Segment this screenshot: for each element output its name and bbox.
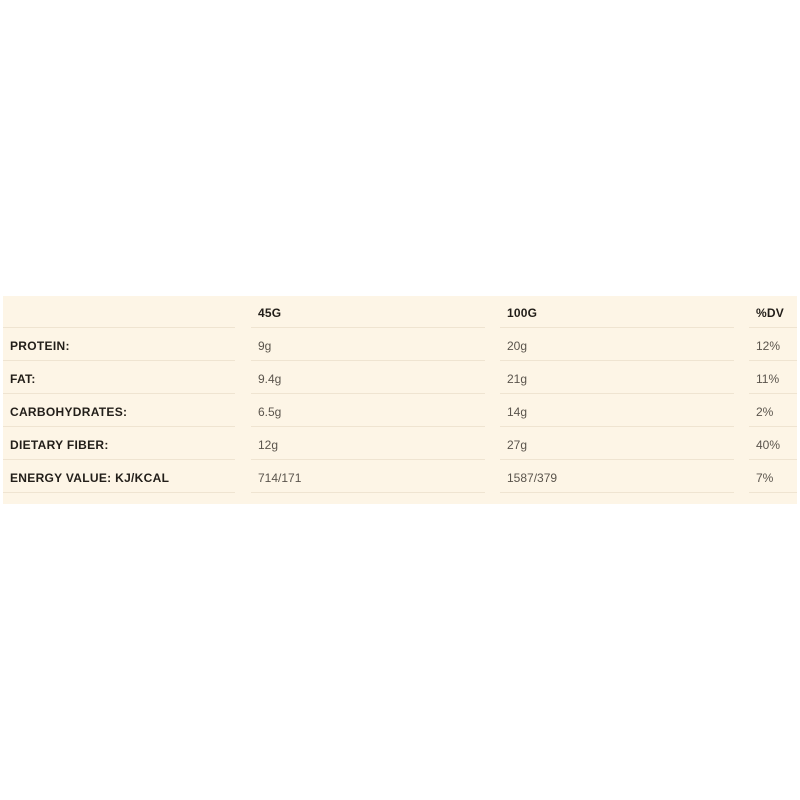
value-100g: 14g	[500, 395, 734, 427]
value-dv: 12%	[749, 329, 797, 361]
nutrition-panel	[3, 296, 797, 504]
value-45g: 714/171	[251, 461, 485, 493]
table-row-carbohydrates	[3, 395, 797, 428]
value-dv: 2%	[749, 395, 797, 427]
value-45g: 9g	[251, 329, 485, 361]
value-45g: 12g	[251, 428, 485, 460]
row-label: CARBOHYDRATES:	[3, 395, 235, 427]
value-45g: 9.4g	[251, 362, 485, 394]
header-dv: %DV	[749, 296, 797, 328]
value-100g: 21g	[500, 362, 734, 394]
row-label: DIETARY FIBER:	[3, 428, 235, 460]
value-100g: 1587/379	[500, 461, 734, 493]
row-label: ENERGY VALUE: KJ/KCAL	[3, 461, 235, 493]
value-45g: 6.5g	[251, 395, 485, 427]
row-label: PROTEIN:	[3, 329, 235, 361]
table-row-dietary-fiber	[3, 428, 797, 461]
value-dv: 7%	[749, 461, 797, 493]
header-label-column	[3, 296, 235, 328]
value-dv: 40%	[749, 428, 797, 460]
nutrition-table	[3, 296, 797, 494]
row-label: FAT:	[3, 362, 235, 394]
value-100g: 20g	[500, 329, 734, 361]
table-row-protein	[3, 329, 797, 362]
value-dv: 11%	[749, 362, 797, 394]
table-row-fat	[3, 362, 797, 395]
table-row-energy-value	[3, 461, 797, 494]
header-100g: 100G	[500, 296, 734, 328]
value-100g: 27g	[500, 428, 734, 460]
table-header-row	[3, 296, 797, 329]
header-45g: 45G	[251, 296, 485, 328]
